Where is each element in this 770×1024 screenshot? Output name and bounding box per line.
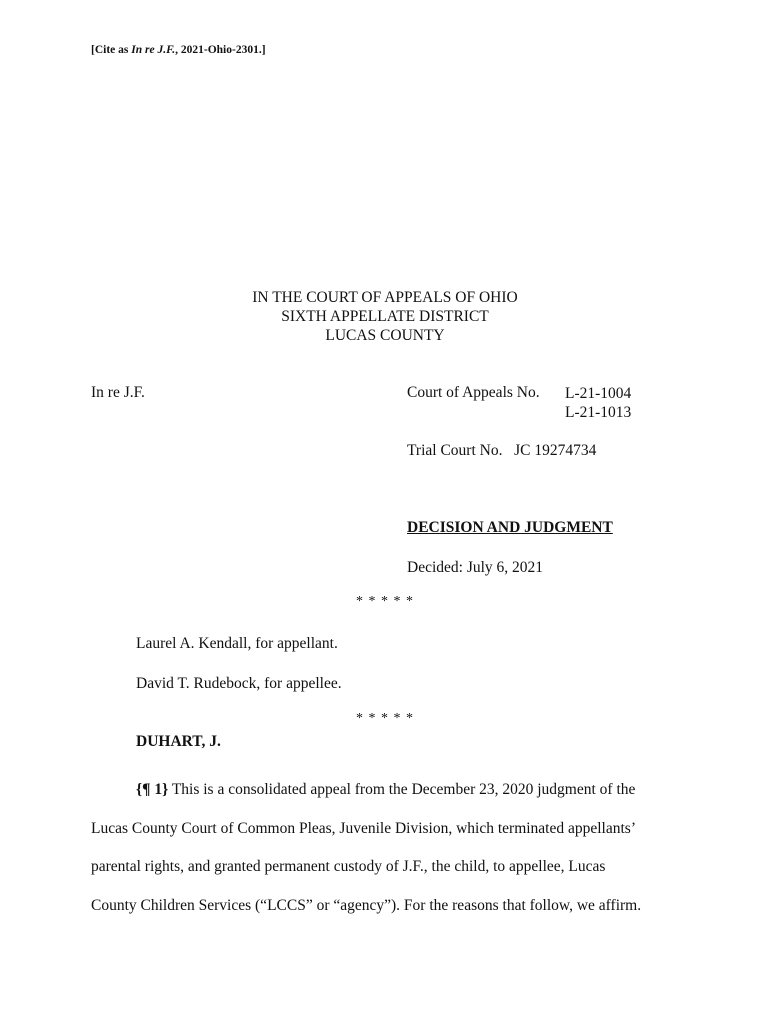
citation-prefix: [Cite as (91, 44, 132, 56)
paragraph-line: County Children Services (“LCCS” or “agency”). For the reasons that follow, we affirm. (91, 896, 642, 914)
appeals-number-2: L-21-1013 (565, 404, 632, 421)
court-name: IN THE COURT OF APPEALS OF OHIO (252, 289, 518, 306)
appellee-counsel: David T. Rudebock, for appellee. (136, 675, 342, 692)
appeals-number-block (407, 384, 631, 422)
appeals-number-label: Court of Appeals No. (407, 384, 540, 401)
paragraph-line: Lucas County Court of Common Pleas, Juvenile Division, which terminated appellants’ (91, 819, 636, 837)
paragraph-line: parental rights, and granted permanent custody of J.F., the child, to appellee, Lucas (91, 858, 606, 875)
decision-title: DECISION AND JUDGMENT (407, 519, 613, 536)
separator-stars: * * * * * (356, 594, 414, 609)
court-county: LUCAS COUNTY (325, 327, 445, 344)
appellant-counsel: Laurel A. Kendall, for appellant. (136, 635, 338, 652)
case-name: In re J.F. (91, 384, 145, 401)
separator-stars: * * * * * (356, 711, 414, 726)
paragraph-1 (91, 771, 691, 925)
appeals-number-1: L-21-1004 (565, 385, 632, 402)
trial-court-label: Trial Court No. (407, 442, 503, 459)
court-district: SIXTH APPELLATE DISTRICT (281, 308, 489, 325)
trial-court-number (407, 442, 596, 460)
trial-court-value: JC 19274734 (514, 442, 597, 459)
decided-date: Decided: July 6, 2021 (407, 559, 544, 576)
paragraph-mark: {¶ 1} (136, 781, 169, 798)
citation-case-name: In re J.F. (131, 44, 176, 56)
judge-name: DUHART, J. (136, 733, 221, 750)
citation-header (91, 44, 266, 56)
citation-suffix: , 2021-Ohio-2301.] (175, 44, 266, 56)
court-heading (0, 288, 770, 345)
paragraph-line: {¶ 1} This is a consolidated appeal from the December 23, 2020 judgment of the (136, 781, 636, 798)
